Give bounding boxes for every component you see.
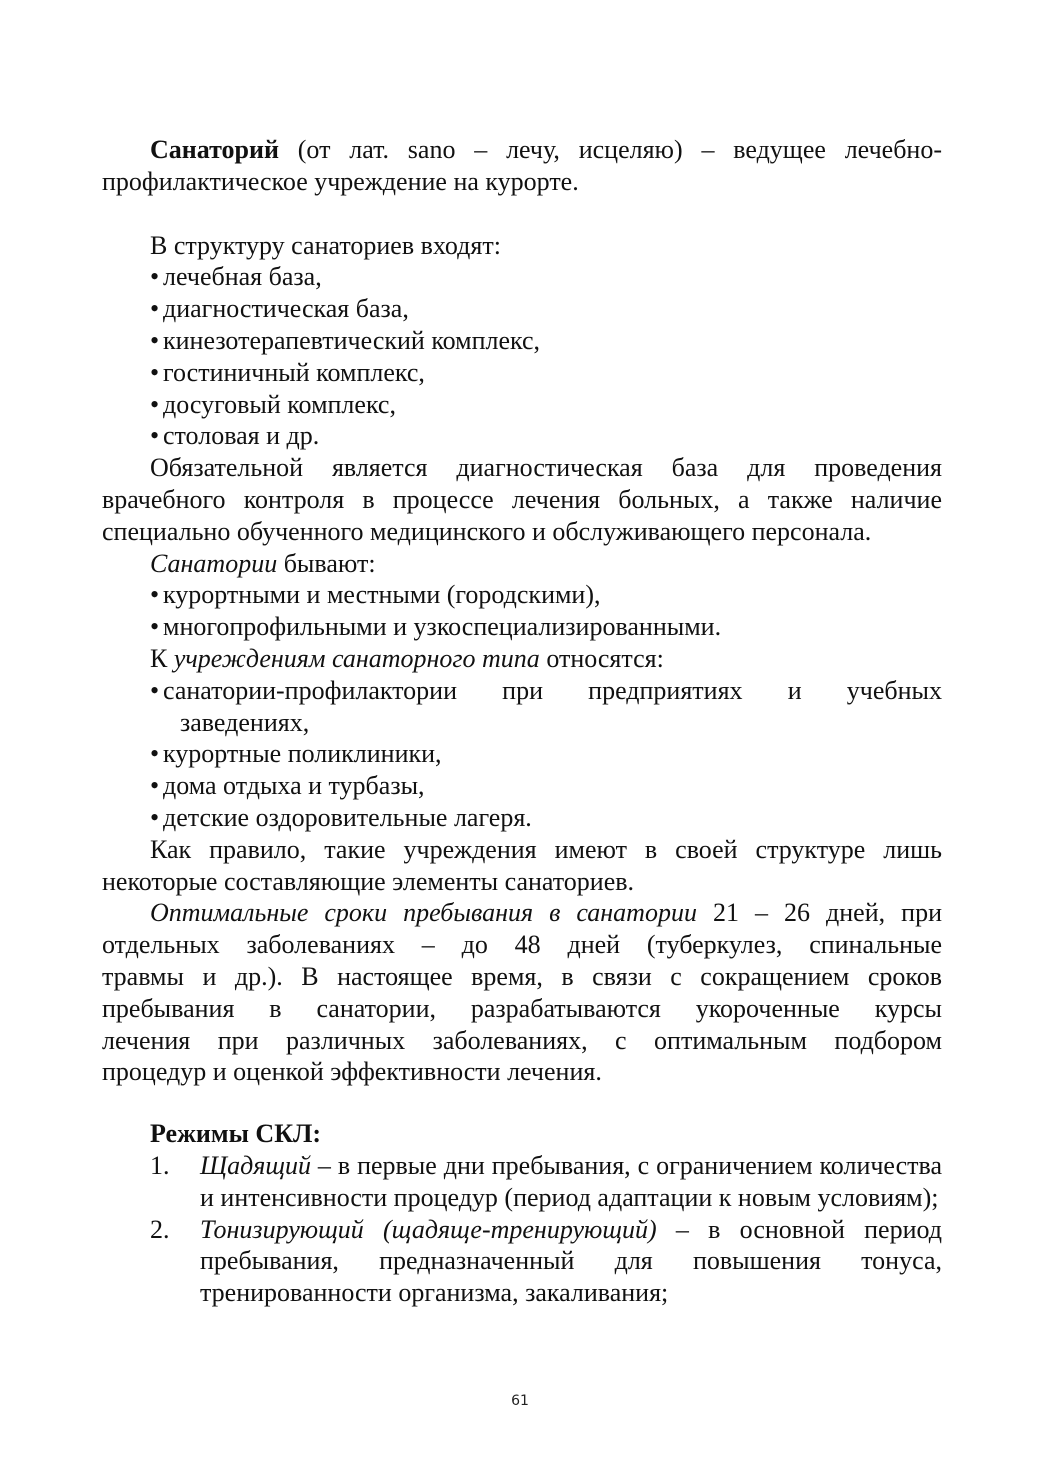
types-heading: Санатории бывают: xyxy=(150,548,376,578)
list-item: 1. Щадящий – в первые дни пребывания, с ограничением количества и интенсивности процедур (период адаптации к новым условиям); xyxy=(150,1150,942,1212)
list-item: • многопрофильными и узкоспециализированными. xyxy=(150,611,942,643)
list-item: • курортные поликлиники, xyxy=(150,738,942,770)
structure-heading: В структуру санаториев входят: xyxy=(150,230,501,260)
mandatory-line-2: врачебного контроля в процессе лечения больных, а также наличие xyxy=(102,484,942,514)
list-item: • кинезотерапевтический комплекс, xyxy=(150,325,942,357)
terms-line-5: лечения при различных заболеваниях, с оптимальным подбором xyxy=(102,1025,942,1055)
structure-list xyxy=(102,261,942,452)
sanatoria-term: Санатории xyxy=(150,548,278,578)
list-item: • дома отдыха и турбазы, xyxy=(150,770,942,802)
list-item: • диагностическая база, xyxy=(150,293,942,325)
list-item: 2. Тонизирующий (щадяще-тренирующий) – в основной период пребывания, предназначенный для повышения тонуса, тренированности организма, закаливания; xyxy=(150,1214,942,1308)
list-item: • детские оздоровительные лагеря. xyxy=(150,802,942,834)
list-item: • столовая и др. xyxy=(150,420,942,452)
rule-line-2: некоторые составляющие элементы санаториев. xyxy=(102,866,635,896)
institutions-heading: К учреждениям санаторного типа относятся: xyxy=(150,643,664,673)
page-body xyxy=(102,134,942,1309)
institutions-list xyxy=(102,675,942,834)
terms-line-3: травмы и др.). В настоящее время, в связи с сокращением сроков xyxy=(102,961,942,991)
types-list xyxy=(102,579,942,643)
spacer xyxy=(102,198,942,230)
list-item: • курортными и местными (городскими), xyxy=(150,579,942,611)
terms-line-6: процедур и оценкой эффективности лечения. xyxy=(102,1057,602,1087)
intro-line-2: профилактическое учреждение на курорте. xyxy=(102,166,579,196)
mandatory-line-3: специально обученного медицинского и обслуживающего персонала. xyxy=(102,516,872,546)
list-item: • гостиничный комплекс, xyxy=(150,357,942,389)
list-item: • досуговый комплекс, xyxy=(150,389,942,421)
spacer xyxy=(102,1088,942,1118)
page-number: 61 xyxy=(511,1393,529,1409)
list-item: • лечебная база, xyxy=(150,261,942,293)
terms-line-4: пребывания в санатории, разрабатываются укороченные курсы xyxy=(102,993,942,1023)
terms-line-1: Оптимальные сроки пребывания в санатории 21 – 26 дней, при xyxy=(150,898,942,928)
terms-line-2: отдельных заболеваниях – до 48 дней (туберкулез, спинальные xyxy=(102,930,942,960)
mandatory-line-1: Обязательной является диагностическая база для проведения xyxy=(150,453,942,483)
optimal-terms-term: Оптимальные сроки пребывания в санатории xyxy=(150,898,697,928)
rule-line-1: Как правило, такие учреждения имеют в своей структуре лишь xyxy=(150,834,942,864)
institutions-term: учреждениям санаторного типа xyxy=(173,643,540,673)
sanatorium-term: Санаторий xyxy=(150,135,279,164)
regimes-heading: Режимы СКЛ: xyxy=(150,1119,322,1149)
list-item: • санатории-профилактории при предприятиях и учебных заведениях, xyxy=(150,675,942,739)
regimes-list xyxy=(102,1150,942,1309)
intro-line-1: Санаторий (от лат. sano – лечу, исцеляю) – ведущее лечебно- xyxy=(150,135,942,164)
